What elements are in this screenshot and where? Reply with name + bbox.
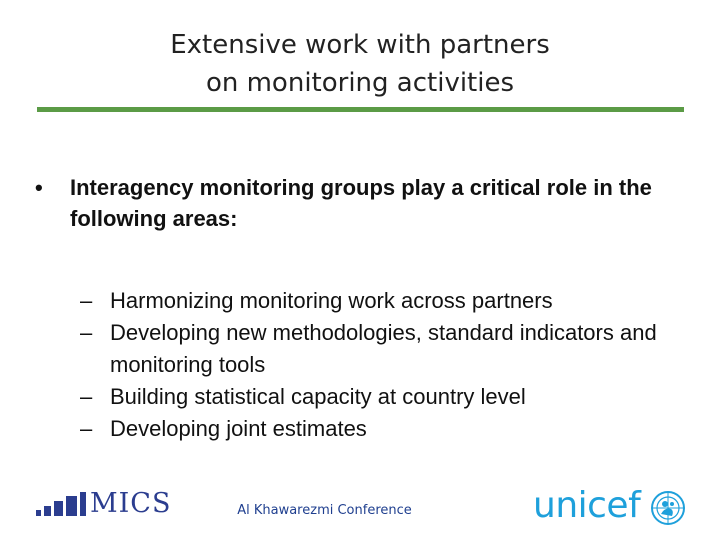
unicef-logo-text: unicef xyxy=(533,485,641,526)
title-divider xyxy=(37,107,684,112)
conference-label: Al Khawarezmi Conference xyxy=(237,503,412,518)
bullet-marker: • xyxy=(35,175,43,200)
mics-logo-text: MICS xyxy=(90,488,172,519)
sub-bullet-text: Developing joint estimates xyxy=(110,416,367,441)
sub-bullet-text: Developing new methodologies, standard indicators and monitoring tools xyxy=(110,320,657,377)
dash-marker: – xyxy=(80,416,93,441)
unicef-emblem-icon xyxy=(650,490,686,526)
sub-bullet-item xyxy=(80,413,700,445)
title-line-1: Extensive work with partners xyxy=(170,30,550,60)
main-bullet-text: Interagency monitoring groups play a critical role in the following areas: xyxy=(70,175,652,231)
sub-bullet-text: Building statistical capacity at country level xyxy=(110,384,526,409)
slide-title xyxy=(0,26,720,102)
sub-bullet-text: Harmonizing monitoring work across partners xyxy=(110,288,553,313)
dash-marker: – xyxy=(80,288,93,313)
dash-marker: – xyxy=(80,320,93,345)
sub-bullet-item xyxy=(80,285,700,317)
mics-logo xyxy=(36,488,176,520)
sub-bullet-item xyxy=(80,317,700,381)
dash-marker: – xyxy=(80,384,93,409)
sub-bullet-list xyxy=(80,285,700,445)
sub-bullet-item xyxy=(80,381,700,413)
title-line-2: on monitoring activities xyxy=(205,68,515,98)
